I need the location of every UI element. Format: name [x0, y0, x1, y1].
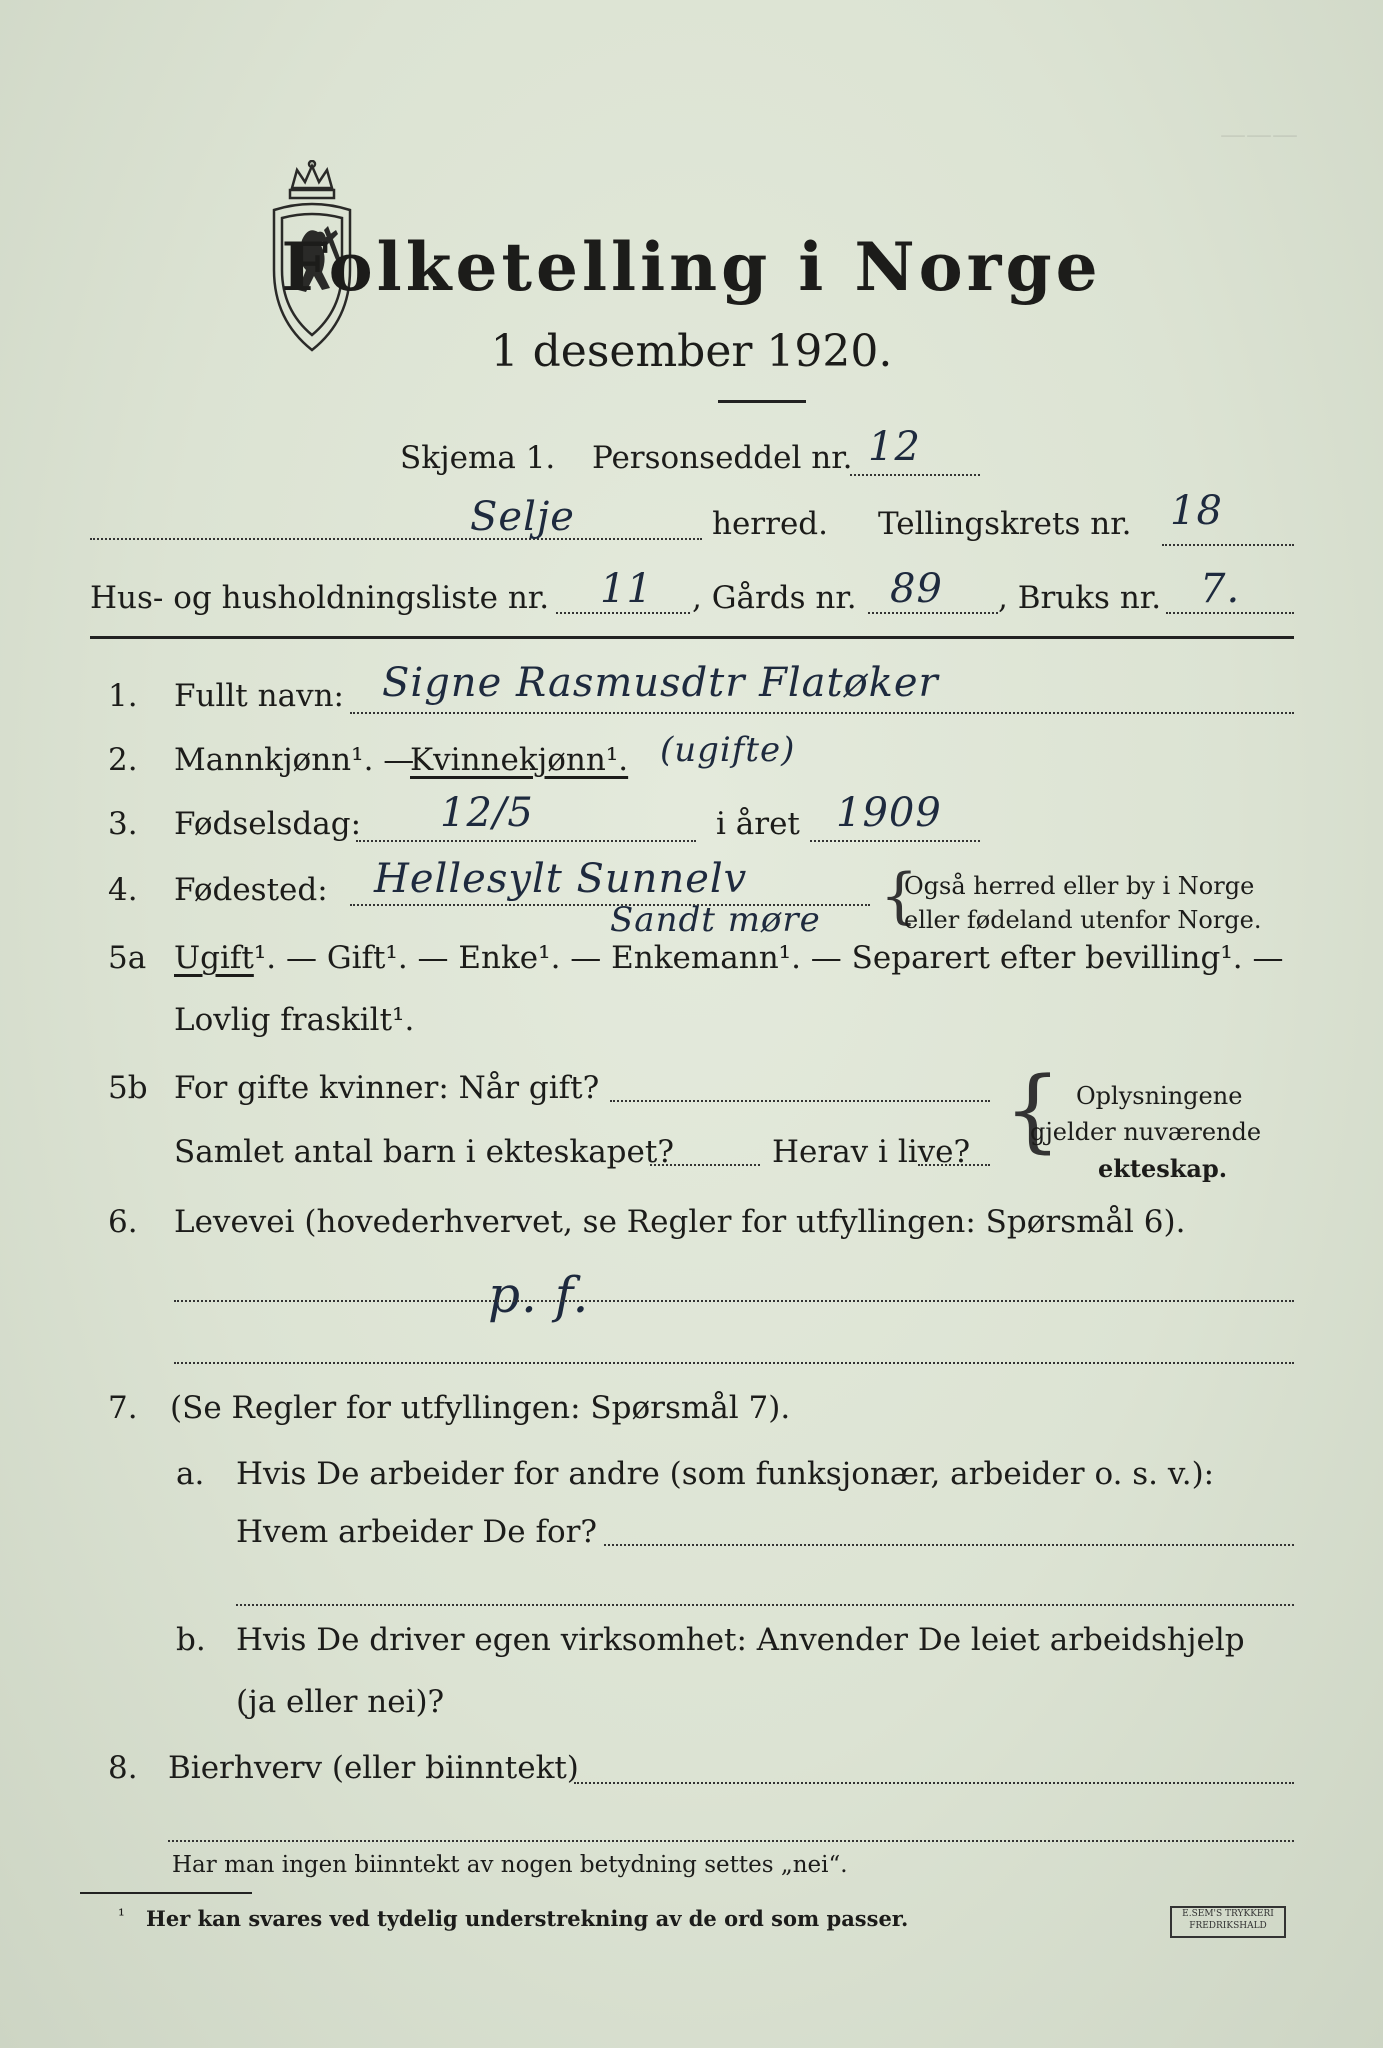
q5b-line1: For gifte kvinner: Når gift? — [174, 1070, 600, 1106]
q5b-line2: Samlet antal barn i ekteskapet? — [174, 1134, 674, 1170]
tellingskrets-field-line — [1162, 544, 1294, 546]
q2-female-option: Kvinnekjønn¹. — [410, 742, 629, 778]
q1-label: Fullt navn: — [174, 678, 344, 714]
personseddel-field-line — [850, 474, 980, 476]
husliste-field-line — [556, 612, 690, 614]
tellingskrets-value: 18 — [1170, 488, 1223, 534]
q5b-number: 5b — [108, 1070, 148, 1106]
q4-region-value: Sandt møre — [610, 900, 821, 940]
schema-label: Skjema 1. — [400, 440, 556, 476]
q6-field-line-2 — [174, 1362, 1294, 1364]
footnote-mark: ¹ — [118, 1906, 125, 1926]
q7a-line2: Hvem arbeider De for? — [236, 1514, 598, 1550]
census-date: 1 desember 1920. — [490, 326, 893, 377]
q4-birthplace-value: Hellesylt Sunnelv — [374, 856, 748, 902]
gards-label: , Gårds nr. — [692, 580, 857, 616]
herred-value: Selje — [470, 494, 575, 540]
q8-note: Har man ingen biinntekt av nogen betydning settes „nei“. — [172, 1852, 848, 1878]
q3-label: Fødselsdag: — [174, 806, 362, 842]
q8-number: 8. — [108, 1750, 138, 1786]
form-title: Folketelling i Norge — [281, 228, 1102, 306]
bruks-label: , Bruks nr. — [998, 580, 1162, 616]
q3-birthday-value: 12/5 — [440, 790, 534, 836]
personseddel-label: Personseddel nr. — [592, 440, 853, 476]
footnote-divider — [80, 1892, 252, 1894]
q3-year-value: 1909 — [836, 790, 942, 836]
title-divider — [718, 400, 806, 403]
q1-full-name-value: Signe Rasmusdtr Flatøker — [382, 660, 939, 706]
q8-field-line-2 — [168, 1840, 1294, 1842]
q5b-married-field-line — [610, 1100, 990, 1102]
q7b-line1: Hvis De driver egen virksomhet: Anvender De leiet arbeidshjelp — [236, 1622, 1245, 1658]
husliste-label: Hus- og husholdningsliste nr. — [90, 580, 550, 616]
q5b-brace: { — [1004, 1058, 1062, 1163]
tellingskrets-label: Tellingskrets nr. — [878, 506, 1132, 542]
section-divider — [90, 636, 1294, 639]
q5a-number: 5a — [108, 940, 147, 976]
herred-label: herred. — [712, 506, 828, 542]
q5b-alive-label: Herav i live? — [772, 1134, 971, 1170]
q3-year-field-line — [810, 840, 980, 842]
q7a-line1: Hvis De arbeider for andre (som funksjonær, arbeider o. s. v.): — [236, 1456, 1215, 1492]
q5a-options — [174, 940, 1283, 976]
q1-field-line — [350, 712, 1294, 714]
q5b-note-line3: ekteskap. — [1098, 1154, 1228, 1183]
q1-number: 1. — [108, 678, 138, 714]
q4-note-line2: eller fødeland utenfor Norge. — [904, 906, 1262, 934]
q5a-line2: Lovlig fraskilt¹. — [174, 1002, 415, 1038]
q5b-alive-field-line — [918, 1164, 990, 1166]
q5a-ugift-option: Ugift — [174, 940, 254, 976]
personseddel-value: 12 — [868, 424, 921, 470]
bruks-value: 7. — [1200, 566, 1241, 612]
q7a-field-line-1 — [604, 1544, 1294, 1546]
q6-number: 6. — [108, 1204, 138, 1240]
q4-label: Fødested: — [174, 872, 328, 908]
q2-number: 2. — [108, 742, 138, 778]
q8-label: Bierhverv (eller biinntekt) — [168, 1750, 579, 1786]
q5a-other-options: ¹. — Gift¹. — Enke¹. — Enkemann¹. — Separert efter bevilling¹. — — [253, 940, 1284, 976]
gards-value: 89 — [890, 566, 943, 612]
bruks-field-line — [1166, 612, 1294, 614]
q3-year-label: i året — [716, 806, 800, 842]
q5b-note-line2: gjelder nuværende — [1030, 1118, 1262, 1146]
q3-number: 3. — [108, 806, 138, 842]
q6-field-line-1 — [174, 1300, 1294, 1302]
q7-label: (Se Regler for utfyllingen: Spørsmål 7). — [170, 1390, 791, 1426]
q6-label: Levevei (hovederhvervet, se Regler for utfyllingen: Spørsmål 6). — [174, 1204, 1186, 1240]
q5b-note-line1: Oplysningene — [1076, 1082, 1243, 1110]
q7b-letter: b. — [176, 1622, 206, 1658]
q6-occupation-value: p. f. — [488, 1266, 590, 1324]
q4-brace: { — [880, 861, 919, 931]
q7a-letter: a. — [176, 1456, 205, 1492]
footnote-text: Her kan svares ved tydelig understrekning av de ord som passer. — [146, 1906, 909, 1931]
printer-stamp: E.SEM'S TRYKKERI FREDRIKSHALD — [1170, 1906, 1286, 1938]
q7b-line2: (ja eller nei)? — [236, 1684, 445, 1720]
q3-field-line — [356, 840, 696, 842]
q5b-children-field-line — [650, 1164, 760, 1166]
q4-number: 4. — [108, 872, 138, 908]
husliste-value: 11 — [600, 566, 653, 612]
herred-field-line — [90, 538, 702, 540]
q2-male-option: Mannkjønn¹. — — [174, 742, 415, 778]
q7-number: 7. — [108, 1390, 138, 1426]
q7a-field-line-2 — [236, 1604, 1294, 1606]
bleed-through: ——— — [1220, 120, 1298, 150]
q8-field-line-1 — [574, 1782, 1294, 1784]
q4-note-line1: Også herred eller by i Norge — [904, 872, 1255, 900]
gards-field-line — [868, 612, 998, 614]
q2-note-value: (ugifte) — [660, 730, 796, 770]
